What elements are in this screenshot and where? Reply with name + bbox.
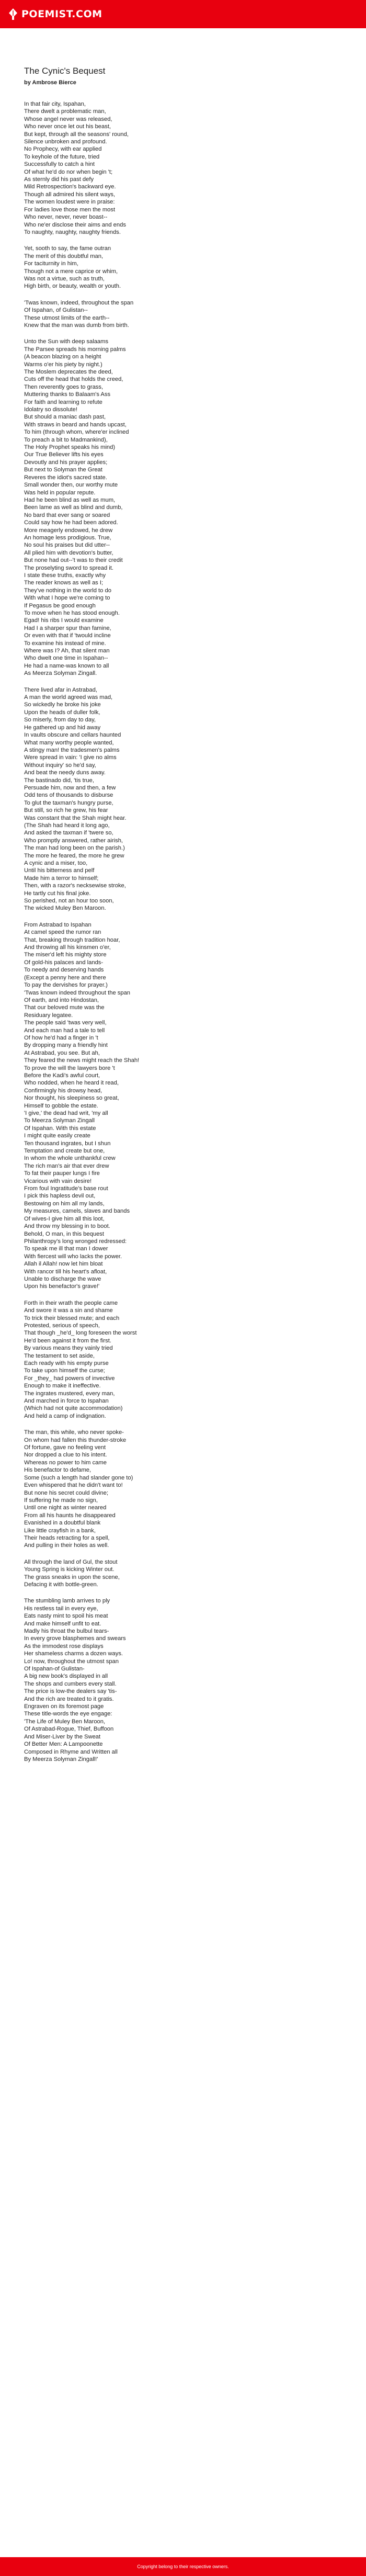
poem-line: To Meerza Solyman Zingall xyxy=(24,1117,95,1124)
poem-line: From foul Ingratitude's base rout xyxy=(24,1185,108,1192)
poem-line: In every grove blasphemes and swears xyxy=(24,1635,126,1642)
poem-line: With rancor till his heart's afloat, xyxy=(24,1268,107,1275)
poem-line: Where was I? Ah, that silent man xyxy=(24,648,110,654)
poem-line: The miser'd left his mighty store xyxy=(24,952,107,958)
poem-title: The Cynic's Bequest xyxy=(24,66,106,76)
poem-line: These utmost limits of the earth-- xyxy=(24,314,110,321)
poem-line: For ladies love those men the most xyxy=(24,206,116,213)
poem-line: All plied him with devotion's butter, xyxy=(24,549,113,556)
poem-line: But none had out--'t was to their credit xyxy=(24,557,123,564)
by-label: by xyxy=(24,80,31,86)
poem-stanza xyxy=(24,299,342,330)
poem-line: Nor thought, his sleepiness so great, xyxy=(24,1095,119,1102)
poem-line: High birth, or beauty, wealth or youth. xyxy=(24,283,121,290)
poem-content xyxy=(0,28,366,1763)
poem-line: Devoutly and his prayer applies; xyxy=(24,459,108,466)
poem-line: Yet, sooth to say, the fame outran xyxy=(24,245,111,252)
poem-line: That our beloved mute was the xyxy=(24,1004,105,1011)
poem-line: They've nothing in the world to do xyxy=(24,587,111,594)
poem-line: Or even with that if 'twould incline xyxy=(24,632,111,639)
poem-line: To examine his instead of mine. xyxy=(24,640,106,647)
poem-line: If Pegasus be good enough xyxy=(24,602,96,609)
poem-line: He had a name-was known to all xyxy=(24,662,109,669)
poem-line: Evanished in a doubtful blank xyxy=(24,1520,101,1527)
poem-line: The ingrates mustered, every man, xyxy=(24,1390,115,1397)
poem-line: Could say how he had been adored. xyxy=(24,519,118,526)
poem-line: Young Spring is kicking Winter out. xyxy=(24,1566,115,1573)
poem-line: Nor dropped a clue to his intent. xyxy=(24,1452,107,1459)
poem-line: But next to Solyman the Great xyxy=(24,467,102,473)
poem-line: By various means they vainly tried xyxy=(24,1345,113,1352)
poem-stanza xyxy=(24,245,342,290)
poem-line: (The Shah had heard it long ago, xyxy=(24,822,110,829)
author-link[interactable]: Ambrose Bierce xyxy=(32,80,76,86)
poem-line: Who nodded, when he heard it read, xyxy=(24,1080,119,1087)
poem-line: That, breaking through tradition hoar, xyxy=(24,936,120,943)
poem-line: No soul his praises but did utter-- xyxy=(24,542,110,549)
poem-line: Himself to gobble the estate. xyxy=(24,1102,98,1109)
poem-line: Of Ispahan, of Gulistan-- xyxy=(24,307,88,314)
poem-line: Before the Kadi's awful court, xyxy=(24,1072,100,1079)
poem-stanza xyxy=(24,921,342,1291)
poem-line: Of how he'd had a finger in 't xyxy=(24,1034,98,1041)
poem-line: Who never once let out his beast, xyxy=(24,123,111,130)
poem-line: To glut the taxman's hungry purse, xyxy=(24,799,113,806)
poem-line: Whose angel never was released, xyxy=(24,116,112,122)
poem-line: Like little crayfish in a bank, xyxy=(24,1527,96,1534)
poem-line: And swore it was a sin and shame xyxy=(24,1307,113,1314)
poem-line: Defacing it with bottle-green. xyxy=(24,1581,98,1588)
poem-line: Allah il Allah! now let him bloat xyxy=(24,1261,103,1268)
poem-line: Philanthropy's long wronged redressed: xyxy=(24,1238,127,1245)
poem-line: The proselyting sword to spread it. xyxy=(24,564,114,571)
poem-line: So miserly, from day to day, xyxy=(24,717,96,724)
poem-line: Temptation and create but one, xyxy=(24,1148,105,1155)
poem-line: Some (such a length had slander gone to) xyxy=(24,1474,133,1481)
poem-line: With straws in beard and hands upcast, xyxy=(24,421,127,428)
poem-line: Until his bitterness and pelf xyxy=(24,867,95,874)
poem-line: The Parsee spreads his morning palms xyxy=(24,346,126,353)
poem-body xyxy=(24,100,342,1763)
poem-line: Forth in their wrath the people came xyxy=(24,1300,118,1306)
poem-line: Each ready with his empty purse xyxy=(24,1360,109,1366)
poem-line: Who promptly answered, rather airish, xyxy=(24,837,123,844)
poem-line: That though _he'd_ long foreseen the worst xyxy=(24,1330,137,1337)
poem-line: Knew that the man was dumb from birth. xyxy=(24,322,129,329)
poem-line: The shops and cumbers every stall. xyxy=(24,1680,117,1687)
poem-line: Odd tens of thousands to disburse xyxy=(24,792,113,799)
poem-line: And beat the needy duns away. xyxy=(24,770,106,776)
poem-line: My measures, camels, slaves and bands xyxy=(24,1208,130,1215)
poem-line: Who dwelt one time in Ispahan-- xyxy=(24,655,108,662)
poem-line: Our True Believer lifts his eyes xyxy=(24,451,104,458)
poem-line: With what I hope we're coming to xyxy=(24,595,110,602)
poem-line: For _they_ had powers of invective xyxy=(24,1375,115,1382)
poem-line: The Moslem deprecates the deed, xyxy=(24,369,113,375)
poem-line: To trick their blessed mute; and each xyxy=(24,1315,120,1321)
poem-line: The more he feared, the more he grew xyxy=(24,852,124,859)
poem-line: And throwing all his kinsmen o'er, xyxy=(24,944,111,951)
poem-line: Egad! his ribs I would examine xyxy=(24,617,104,624)
poem-line: To fat their pauper lungs I fire xyxy=(24,1170,100,1177)
poem-line: These title-words the eye engage: xyxy=(24,1711,112,1718)
poem-line: The Holy Prophet speaks his mind) xyxy=(24,444,116,451)
poem-line: His benefactor to defame, xyxy=(24,1467,92,1474)
poem-line: He'd been against it from the first. xyxy=(24,1337,111,1344)
poem-line: To take upon himself the curse; xyxy=(24,1368,105,1374)
poem-line: A big new book's displayed in all xyxy=(24,1673,108,1680)
poem-line: No bard that ever sang or soared xyxy=(24,512,110,518)
poem-line: As the immodest rose displays xyxy=(24,1643,104,1649)
poem-line: Reveres the idiot's sacred state. xyxy=(24,474,107,481)
poem-line: Whereas no power to him came xyxy=(24,1459,107,1466)
poem-line: In vaults obscure and cellars haunted xyxy=(24,732,121,739)
poem-line: Made him a terror to himself; xyxy=(24,875,99,882)
poem-line: (Which had not quite accommodation) xyxy=(24,1405,123,1412)
poem-line: To pay the dervishes for prayer.) xyxy=(24,982,108,989)
poem-line: I might quite easily create xyxy=(24,1133,90,1139)
poem-line: Was held in popular repute. xyxy=(24,489,96,496)
copyright-text: Copyright belong to their respective owners. xyxy=(137,2564,229,2569)
poem-line: Unto the Sun with deep salaams xyxy=(24,338,109,345)
poem-line: The women loudest were in praise: xyxy=(24,199,115,206)
poem-line: At camel speed the rumor ran xyxy=(24,929,101,936)
poem-line: Was not a virtue, such as truth, xyxy=(24,275,105,282)
poem-byline xyxy=(24,80,342,86)
poem-line: Of Ispahan. With this estate xyxy=(24,1125,96,1132)
poem-line: Eats nasty mint to spoil his meat xyxy=(24,1613,108,1620)
poem-line: Though not a mere caprice or whim, xyxy=(24,268,118,275)
poem-line: Who ne'er disclose their aims and ends xyxy=(24,221,126,228)
poem-line: 'Twas known indeed throughout the span xyxy=(24,989,131,996)
poem-line: So perished, not an hour too soon, xyxy=(24,898,114,905)
poem-line: But kept, through all the seasons' round, xyxy=(24,131,129,138)
poem-line: Then reverently goes to grass, xyxy=(24,383,104,390)
poem-line: The testament to set aside, xyxy=(24,1352,95,1359)
poem-line: His restless tail in every eye, xyxy=(24,1605,98,1612)
poem-line: Successfully to catch a hint xyxy=(24,161,95,168)
poem-line: Muttering thanks to Balaam's Ass xyxy=(24,391,111,398)
poem-line: On whom had fallen this thunder-stroke xyxy=(24,1437,127,1443)
poem-line: Mild Retrospection's backward eye. xyxy=(24,184,116,190)
poem-line: To naughty, naughty, naughty friends. xyxy=(24,229,121,235)
poem-stanza xyxy=(24,100,342,236)
poem-line: Of fortune, gave no feeling vent xyxy=(24,1444,106,1451)
poem-line: Of gold-his palaces and lands- xyxy=(24,959,104,966)
poem-line: To prove the will the lawyers bore 't xyxy=(24,1065,115,1071)
poem-line: To keyhole of the future, tried xyxy=(24,153,100,160)
poem-line: 'Twas known, indeed, throughout the span xyxy=(24,299,134,306)
poem-line: But still, so rich he grew, his fear xyxy=(24,807,108,814)
poem-line: And pulling in their holes as well. xyxy=(24,1542,109,1549)
poem-line: To preach a bit to Madmankind), xyxy=(24,436,108,443)
poem-line: Of earth, and into Hindostan, xyxy=(24,997,99,1003)
poem-line: Composed in Rhyme and Written all xyxy=(24,1748,118,1755)
poem-line: From all his haunts he disappeared xyxy=(24,1512,116,1519)
poem-line: And held a camp of indignation. xyxy=(24,1413,106,1419)
poem-line: He gathered up and hid away xyxy=(24,724,101,731)
poem-line: The price is low-the dealers say 'tis- xyxy=(24,1688,117,1695)
quill-icon xyxy=(8,8,18,20)
poem-line: I pick this hapless devil out, xyxy=(24,1193,96,1200)
poem-line: The man had long been on the parish.) xyxy=(24,845,125,852)
poem-line: The stumbling lamb arrives to ply xyxy=(24,1598,110,1605)
poem-line: The bastinado did, 'tis true, xyxy=(24,777,94,784)
poem-line: Idolatry so dissolute! xyxy=(24,406,77,413)
poem-line: Her shameless charms a dozen ways. xyxy=(24,1651,123,1657)
poem-line: 'The Life of Muley Ben Maroon, xyxy=(24,1718,106,1725)
site-footer xyxy=(0,2557,366,2576)
poem-line: The merit of this doubtful man, xyxy=(24,253,104,259)
poem-stanza xyxy=(24,1300,342,1420)
poem-line: But none his secret could divine; xyxy=(24,1489,109,1496)
poem-line: Madly his throat the bulbul tears- xyxy=(24,1628,109,1634)
poem-line: Who never, never, never boast-- xyxy=(24,214,108,221)
poem-line: I state these truths, exactly why xyxy=(24,572,106,579)
poem-line: Upon the heads of duller folk, xyxy=(24,709,100,716)
poem-line: Small wonder then, our worthy mute xyxy=(24,482,118,489)
poem-line: Persuade him, now and then, a few xyxy=(24,784,116,791)
poem-line: But should a maniac dash past, xyxy=(24,414,106,421)
poem-stanza xyxy=(24,1558,342,1589)
poem-line: An homage less prodigious. True, xyxy=(24,534,111,541)
poem-line: Until one night as winter neared xyxy=(24,1505,107,1511)
poem-line: For faith and learning to refute xyxy=(24,399,102,405)
poem-line: In that fair city, Ispahan, xyxy=(24,101,86,107)
poem-line: A man the world agreed was mad, xyxy=(24,694,113,701)
poem-line: Warms o'er his piety by night.) xyxy=(24,361,102,368)
poem-line: As Meerza Solyman Zingall. xyxy=(24,670,97,677)
poem-line: Even whispered that he didn't want to! xyxy=(24,1482,123,1489)
poem-line: The rich man's air that ever drew xyxy=(24,1162,109,1169)
poem-line: Behold, O man, in this bequest xyxy=(24,1230,104,1237)
poem-line: Of Astrabad-Rogue, Thief, Buffoon xyxy=(24,1726,114,1733)
poem-line: There dwelt a problematic man, xyxy=(24,108,106,115)
poem-line: Ten thousand ingrates, but I shun xyxy=(24,1140,111,1147)
poem-line: Of Ispahan-of Gulistan- xyxy=(24,1666,85,1673)
poem-line: And each man had a tale to tell xyxy=(24,1027,105,1034)
poem-stanza xyxy=(24,1429,342,1550)
poem-line: Been lame as well as blind and dumb, xyxy=(24,504,123,511)
poem-line: And asked the taxman if 'twere so, xyxy=(24,830,113,837)
poem-line: To speak me ill that man I dower xyxy=(24,1246,108,1252)
poem-line: And throw my blessing in to boot. xyxy=(24,1223,110,1230)
poem-line: Lo! now, throughout the utmost span xyxy=(24,1658,119,1665)
poem-stanza xyxy=(24,1597,342,1763)
poem-line: Had I a sharper spur than famine, xyxy=(24,625,111,631)
poem-line: Confirmingly his drowsy head, xyxy=(24,1087,102,1094)
poem-stanza xyxy=(24,686,342,912)
poem-line: Were spread in vain: 'I give no alms xyxy=(24,754,117,761)
poem-line: To him (through whom, where'er inclined xyxy=(24,429,129,436)
poem-line: In whom the whole unthankful crew xyxy=(24,1155,116,1162)
poem-line: Residuary legatee. xyxy=(24,1012,73,1019)
poem-line: 'I give,' the dead had writ, 'my all xyxy=(24,1110,108,1116)
poem-line: He tartly cut his final joke. xyxy=(24,890,91,897)
poem-line: More meagerly endowed, he drew xyxy=(24,527,113,534)
poem-line: Vicarious with vain desire! xyxy=(24,1178,92,1184)
poem-line: They feared the news might reach the Shah! xyxy=(24,1057,140,1064)
poem-line: Of wives-I give him all this loot, xyxy=(24,1215,105,1222)
poem-line: The man, this while, who never spoke- xyxy=(24,1429,124,1436)
poem-line: By dropping many a friendly hint xyxy=(24,1042,108,1049)
poem-stanza xyxy=(24,338,342,677)
site-logo[interactable]: POEMIST.COM xyxy=(21,8,102,20)
poem-line: All through the land of Gul, the stout xyxy=(24,1558,118,1565)
poem-line: Cuts off the head that holds the creed, xyxy=(24,376,123,383)
poem-line: To needy and deserving hands xyxy=(24,967,104,974)
poem-line: Unable to discharge the wave xyxy=(24,1275,101,1282)
poem-line: As sternly did his past defy xyxy=(24,176,94,183)
poem-line: Of what he'd do nor when begin 't; xyxy=(24,168,113,175)
poem-line: No Prophecy, with ear applied xyxy=(24,146,102,153)
poem-line: To move when he has stood enough. xyxy=(24,610,120,616)
poem-line: Without inquiry' so he'd say, xyxy=(24,762,96,769)
poem-line: And make himself unfit to eat. xyxy=(24,1620,101,1627)
poem-line: Of Better Men: A Lampoonette xyxy=(24,1741,103,1748)
poem-line: Enough to make it ineffective. xyxy=(24,1383,101,1389)
poem-line: Though all admired his silent ways, xyxy=(24,191,116,198)
poem-line: Their heads retracting for a spell, xyxy=(24,1534,110,1541)
poem-line: At Astrabad, you see. But ah, xyxy=(24,1049,100,1056)
poem-line: A stingy man! the tradesmen's palms xyxy=(24,747,120,753)
poem-line: And the rich are treated to it gratis. xyxy=(24,1696,114,1702)
poem-line: From Astrabad to Ispahan xyxy=(24,921,92,928)
poem-line: The grass sneaks in upon the scene, xyxy=(24,1574,120,1580)
poem-line: And marched in force to Ispahan xyxy=(24,1398,109,1405)
poem-line: For taciturnity in him, xyxy=(24,261,78,267)
poem-line: What many worthy people wanted, xyxy=(24,739,114,746)
poem-line: With fiercest will who lacks the power. xyxy=(24,1253,122,1260)
poem-line: Silence unbroken and profound. xyxy=(24,139,107,145)
poem-line: A cynic and a miser, too, xyxy=(24,860,88,866)
poem-line: Had he been blind as well as mum, xyxy=(24,496,116,503)
poem-line: There lived afar in Astrabad, xyxy=(24,686,97,693)
poem-line: Upon his benefactor's grave!' xyxy=(24,1283,100,1290)
site-header xyxy=(0,0,366,28)
poem-line: The reader knows as well as I; xyxy=(24,580,104,586)
poem-line: The people said 'twas very well, xyxy=(24,1020,107,1026)
poem-line: Was constant that the Shah might hear. xyxy=(24,815,127,821)
poem-line: By Meerza Solyman Zingall!' xyxy=(24,1756,98,1762)
poem-line: If suffering he made no sign, xyxy=(24,1497,98,1504)
poem-line: Protested, serious of speech, xyxy=(24,1322,100,1329)
poem-line: The wicked Muley Ben Maroon. xyxy=(24,905,106,912)
poem-line: (Except a penny here and there xyxy=(24,974,106,981)
poem-line: (A beacon blazing on a height xyxy=(24,354,101,360)
poem-line: So wickedly he broke his joke xyxy=(24,702,101,708)
poem-line: Then, with a razor's necksewise stroke, xyxy=(24,883,126,889)
poem-line: Engraven on its foremost page xyxy=(24,1703,104,1710)
poem-line: Bestowing on him all my lands, xyxy=(24,1200,105,1207)
poem-line: And Miser-Liver by the Sweat xyxy=(24,1733,101,1740)
